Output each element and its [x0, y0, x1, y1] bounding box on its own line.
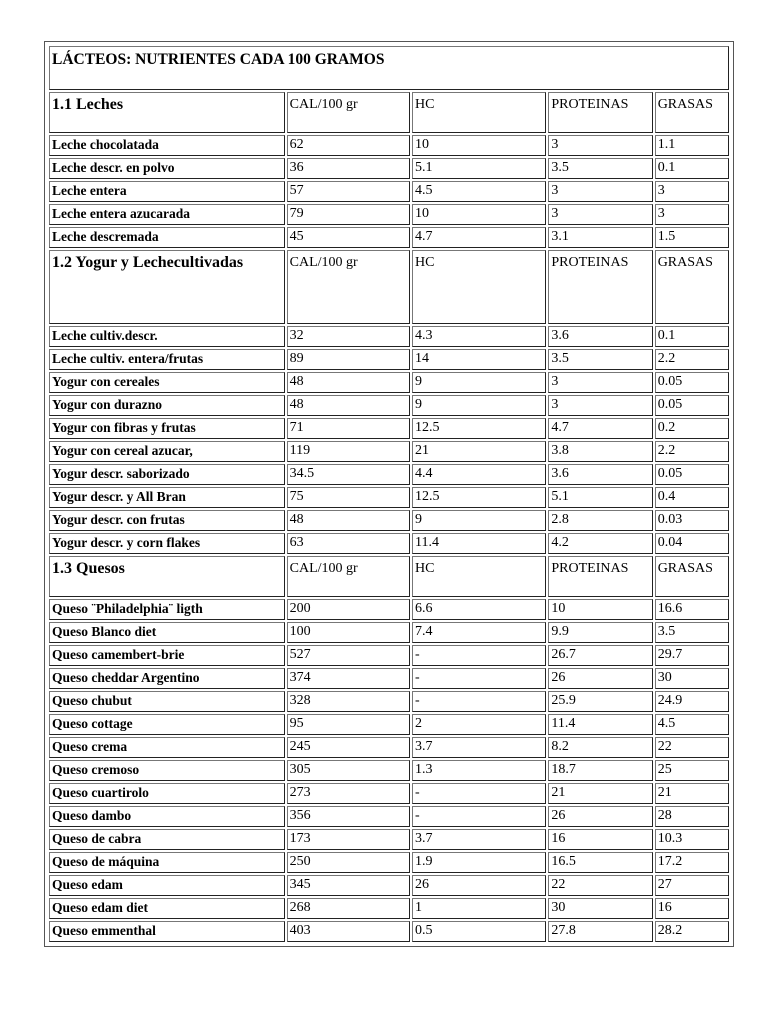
- proteinas-cell: 3: [548, 204, 652, 225]
- food-name-cell: Leche descr. en polvo: [49, 158, 285, 179]
- hc-cell: -: [412, 783, 546, 804]
- food-name-cell: Queso cottage: [49, 714, 285, 735]
- proteinas-cell: 11.4: [548, 714, 652, 735]
- food-name-cell: Leche cultiv.descr.: [49, 326, 285, 347]
- section-title: 1.2 Yogur y Lechecultivadas: [49, 250, 285, 324]
- proteinas-cell: 21: [548, 783, 652, 804]
- hc-cell: 3.7: [412, 829, 546, 850]
- hc-cell: -: [412, 668, 546, 689]
- hc-cell: 4.3: [412, 326, 546, 347]
- food-name-cell: Yogur descr. con frutas: [49, 510, 285, 531]
- hc-header: HC: [412, 92, 546, 133]
- proteinas-cell: 3: [548, 395, 652, 416]
- table-row: [49, 158, 729, 179]
- proteinas-cell: 3.5: [548, 349, 652, 370]
- hc-cell: 26: [412, 875, 546, 896]
- hc-header: HC: [412, 250, 546, 324]
- cal-cell: 305: [287, 760, 410, 781]
- hc-cell: 12.5: [412, 487, 546, 508]
- hc-header: HC: [412, 556, 546, 597]
- cal-cell: 200: [287, 599, 410, 620]
- grasas-cell: 25: [655, 760, 729, 781]
- food-name-cell: Queso de cabra: [49, 829, 285, 850]
- grasas-cell: 0.2: [655, 418, 729, 439]
- table-row: [49, 349, 729, 370]
- hc-cell: 9: [412, 510, 546, 531]
- cal-header: CAL/100 gr: [287, 92, 410, 133]
- cal-cell: 268: [287, 898, 410, 919]
- hc-cell: -: [412, 806, 546, 827]
- table-row: [49, 599, 729, 620]
- table-row: [49, 204, 729, 225]
- table-row: [49, 783, 729, 804]
- cal-cell: 48: [287, 372, 410, 393]
- cal-cell: 245: [287, 737, 410, 758]
- section-header-row: [49, 250, 729, 324]
- proteinas-cell: 3.1: [548, 227, 652, 248]
- proteinas-cell: 3.6: [548, 464, 652, 485]
- food-name-cell: Queso edam: [49, 875, 285, 896]
- cal-cell: 403: [287, 921, 410, 942]
- table-row: [49, 487, 729, 508]
- proteinas-cell: 16: [548, 829, 652, 850]
- proteinas-cell: 4.7: [548, 418, 652, 439]
- food-name-cell: Queso ¨Philadelphia¨ ligth: [49, 599, 285, 620]
- grasas-cell: 4.5: [655, 714, 729, 735]
- food-name-cell: Leche descremada: [49, 227, 285, 248]
- cal-cell: 95: [287, 714, 410, 735]
- grasas-cell: 3.5: [655, 622, 729, 643]
- grasas-cell: 28.2: [655, 921, 729, 942]
- grasas-cell: 0.04: [655, 533, 729, 554]
- cal-cell: 345: [287, 875, 410, 896]
- table-row: [49, 760, 729, 781]
- food-name-cell: Leche entera azucarada: [49, 204, 285, 225]
- proteinas-cell: 16.5: [548, 852, 652, 873]
- table-row: [49, 829, 729, 850]
- proteinas-cell: 4.2: [548, 533, 652, 554]
- table-row: [49, 533, 729, 554]
- nutrients-table: [47, 44, 731, 944]
- table-row: [49, 921, 729, 942]
- hc-cell: -: [412, 645, 546, 666]
- proteinas-cell: 3: [548, 135, 652, 156]
- grasas-cell: 27: [655, 875, 729, 896]
- proteinas-cell: 18.7: [548, 760, 652, 781]
- proteinas-cell: 3.6: [548, 326, 652, 347]
- food-name-cell: Queso de máquina: [49, 852, 285, 873]
- hc-cell: 10: [412, 135, 546, 156]
- cal-cell: 273: [287, 783, 410, 804]
- hc-cell: 4.7: [412, 227, 546, 248]
- table-row: [49, 622, 729, 643]
- grasas-cell: 0.05: [655, 372, 729, 393]
- hc-cell: 1.9: [412, 852, 546, 873]
- cal-cell: 45: [287, 227, 410, 248]
- hc-cell: 10: [412, 204, 546, 225]
- table-row: [49, 326, 729, 347]
- proteinas-header: PROTEINAS: [548, 92, 652, 133]
- food-name-cell: Leche chocolatada: [49, 135, 285, 156]
- food-name-cell: Yogur descr. y corn flakes: [49, 533, 285, 554]
- grasas-cell: 16.6: [655, 599, 729, 620]
- grasas-cell: 24.9: [655, 691, 729, 712]
- grasas-cell: 1.5: [655, 227, 729, 248]
- hc-cell: 9: [412, 395, 546, 416]
- table-row: [49, 898, 729, 919]
- grasas-cell: 0.05: [655, 464, 729, 485]
- nutrition-document: [44, 41, 734, 947]
- section-title: 1.1 Leches: [49, 92, 285, 133]
- food-name-cell: Yogur con cereales: [49, 372, 285, 393]
- hc-cell: 12.5: [412, 418, 546, 439]
- proteinas-cell: 3.5: [548, 158, 652, 179]
- proteinas-cell: 5.1: [548, 487, 652, 508]
- cal-cell: 374: [287, 668, 410, 689]
- food-name-cell: Queso cuartirolo: [49, 783, 285, 804]
- proteinas-cell: 3: [548, 181, 652, 202]
- food-name-cell: Yogur con cereal azucar,: [49, 441, 285, 462]
- grasas-cell: 21: [655, 783, 729, 804]
- cal-cell: 48: [287, 395, 410, 416]
- proteinas-cell: 30: [548, 898, 652, 919]
- table-row: [49, 418, 729, 439]
- section-header-row: [49, 556, 729, 597]
- grasas-cell: 3: [655, 181, 729, 202]
- hc-cell: 21: [412, 441, 546, 462]
- cal-cell: 119: [287, 441, 410, 462]
- proteinas-cell: 26: [548, 668, 652, 689]
- cal-cell: 250: [287, 852, 410, 873]
- grasas-cell: 0.1: [655, 158, 729, 179]
- cal-cell: 79: [287, 204, 410, 225]
- grasas-cell: 2.2: [655, 441, 729, 462]
- cal-cell: 36: [287, 158, 410, 179]
- grasas-cell: 3: [655, 204, 729, 225]
- cal-cell: 63: [287, 533, 410, 554]
- food-name-cell: Yogur con durazno: [49, 395, 285, 416]
- cal-cell: 328: [287, 691, 410, 712]
- table-row: [49, 135, 729, 156]
- table-title: LÁCTEOS: NUTRIENTES CADA 100 GRAMOS: [49, 46, 729, 90]
- hc-cell: 14: [412, 349, 546, 370]
- hc-cell: 4.4: [412, 464, 546, 485]
- cal-cell: 71: [287, 418, 410, 439]
- proteinas-cell: 26.7: [548, 645, 652, 666]
- cal-cell: 527: [287, 645, 410, 666]
- table-row: [49, 464, 729, 485]
- table-row: [49, 510, 729, 531]
- table-title-row: [49, 46, 729, 90]
- grasas-cell: 0.4: [655, 487, 729, 508]
- proteinas-cell: 27.8: [548, 921, 652, 942]
- food-name-cell: Queso cremoso: [49, 760, 285, 781]
- grasas-cell: 10.3: [655, 829, 729, 850]
- table-row: [49, 645, 729, 666]
- food-name-cell: Queso Blanco diet: [49, 622, 285, 643]
- table-row: [49, 668, 729, 689]
- cal-cell: 100: [287, 622, 410, 643]
- hc-cell: -: [412, 691, 546, 712]
- proteinas-cell: 8.2: [548, 737, 652, 758]
- grasas-cell: 2.2: [655, 349, 729, 370]
- hc-cell: 1.3: [412, 760, 546, 781]
- hc-cell: 4.5: [412, 181, 546, 202]
- proteinas-header: PROTEINAS: [548, 250, 652, 324]
- grasas-cell: 17.2: [655, 852, 729, 873]
- hc-cell: 11.4: [412, 533, 546, 554]
- cal-cell: 57: [287, 181, 410, 202]
- hc-cell: 2: [412, 714, 546, 735]
- hc-cell: 7.4: [412, 622, 546, 643]
- cal-cell: 356: [287, 806, 410, 827]
- proteinas-cell: 3: [548, 372, 652, 393]
- hc-cell: 1: [412, 898, 546, 919]
- section-title: 1.3 Quesos: [49, 556, 285, 597]
- grasas-cell: 29.7: [655, 645, 729, 666]
- table-row: [49, 441, 729, 462]
- food-name-cell: Queso edam diet: [49, 898, 285, 919]
- cal-cell: 89: [287, 349, 410, 370]
- table-row: [49, 714, 729, 735]
- hc-cell: 3.7: [412, 737, 546, 758]
- food-name-cell: Queso crema: [49, 737, 285, 758]
- cal-cell: 32: [287, 326, 410, 347]
- grasas-cell: 30: [655, 668, 729, 689]
- hc-cell: 9: [412, 372, 546, 393]
- grasas-cell: 22: [655, 737, 729, 758]
- proteinas-cell: 3.8: [548, 441, 652, 462]
- table-row: [49, 737, 729, 758]
- table-row: [49, 181, 729, 202]
- grasas-cell: 1.1: [655, 135, 729, 156]
- food-name-cell: Leche entera: [49, 181, 285, 202]
- cal-cell: 173: [287, 829, 410, 850]
- table-row: [49, 852, 729, 873]
- table-row: [49, 875, 729, 896]
- grasas-header: GRASAS: [655, 556, 729, 597]
- food-name-cell: Queso chubut: [49, 691, 285, 712]
- grasas-cell: 28: [655, 806, 729, 827]
- proteinas-cell: 2.8: [548, 510, 652, 531]
- grasas-cell: 0.1: [655, 326, 729, 347]
- cal-cell: 75: [287, 487, 410, 508]
- proteinas-header: PROTEINAS: [548, 556, 652, 597]
- cal-header: CAL/100 gr: [287, 556, 410, 597]
- food-name-cell: Queso dambo: [49, 806, 285, 827]
- food-name-cell: Yogur con fibras y frutas: [49, 418, 285, 439]
- proteinas-cell: 26: [548, 806, 652, 827]
- food-name-cell: Queso camembert-brie: [49, 645, 285, 666]
- food-name-cell: Leche cultiv. entera/frutas: [49, 349, 285, 370]
- cal-header: CAL/100 gr: [287, 250, 410, 324]
- grasas-header: GRASAS: [655, 250, 729, 324]
- table-row: [49, 372, 729, 393]
- hc-cell: 0.5: [412, 921, 546, 942]
- cal-cell: 62: [287, 135, 410, 156]
- cal-cell: 48: [287, 510, 410, 531]
- table-row: [49, 806, 729, 827]
- grasas-cell: 0.03: [655, 510, 729, 531]
- grasas-cell: 16: [655, 898, 729, 919]
- section-header-row: [49, 92, 729, 133]
- table-row: [49, 691, 729, 712]
- hc-cell: 6.6: [412, 599, 546, 620]
- food-name-cell: Queso cheddar Argentino: [49, 668, 285, 689]
- food-name-cell: Yogur descr. saborizado: [49, 464, 285, 485]
- cal-cell: 34.5: [287, 464, 410, 485]
- proteinas-cell: 22: [548, 875, 652, 896]
- grasas-header: GRASAS: [655, 92, 729, 133]
- food-name-cell: Yogur descr. y All Bran: [49, 487, 285, 508]
- proteinas-cell: 9.9: [548, 622, 652, 643]
- hc-cell: 5.1: [412, 158, 546, 179]
- table-row: [49, 227, 729, 248]
- food-name-cell: Queso emmenthal: [49, 921, 285, 942]
- proteinas-cell: 25.9: [548, 691, 652, 712]
- proteinas-cell: 10: [548, 599, 652, 620]
- table-row: [49, 395, 729, 416]
- grasas-cell: 0.05: [655, 395, 729, 416]
